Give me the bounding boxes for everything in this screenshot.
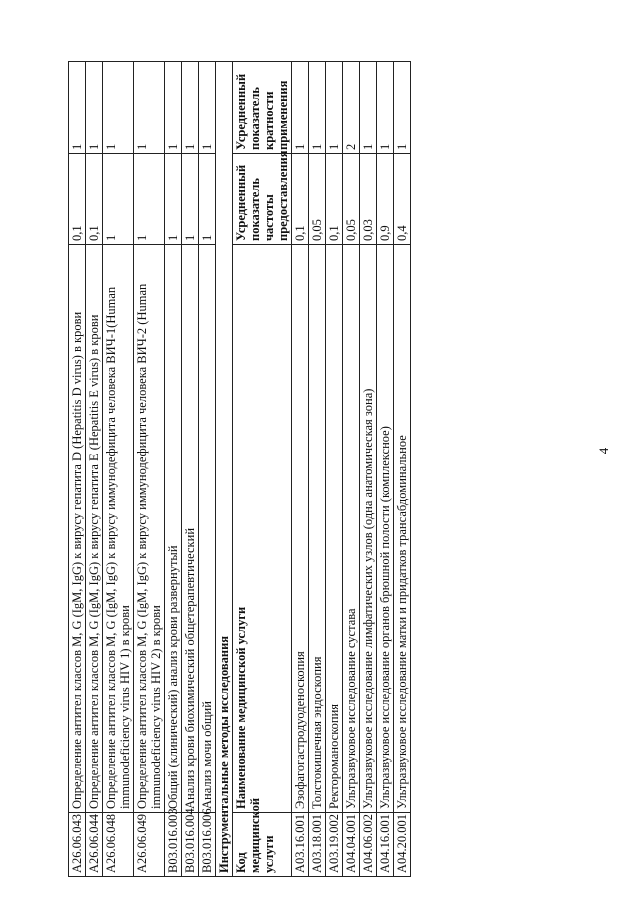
service-code: A04.16.001 xyxy=(377,813,394,877)
frequency-value: 1 xyxy=(199,154,216,245)
table-row xyxy=(86,62,103,877)
frequency-value: 1 xyxy=(165,154,182,245)
frequency-value: 0,1 xyxy=(69,154,86,245)
multiplicity-value: 1 xyxy=(134,62,165,154)
multiplicity-value: 1 xyxy=(86,62,103,154)
header-name: Наименование медицинской услуги xyxy=(233,245,292,813)
service-code: A03.18.001 xyxy=(309,813,326,877)
bottom-rows xyxy=(292,62,411,877)
multiplicity-value: 1 xyxy=(360,62,377,154)
header-row xyxy=(233,62,292,877)
service-name: Анализ крови биохимический общетерапевтический xyxy=(182,245,199,813)
service-code: A26.06.049 xyxy=(134,813,165,877)
service-code: A26.06.044 xyxy=(86,813,103,877)
table-row xyxy=(69,62,86,877)
table-row xyxy=(134,62,165,877)
table-row xyxy=(182,62,199,877)
multiplicity-value: 2 xyxy=(343,62,360,154)
header-code: Код медицинской услуги xyxy=(233,813,292,877)
service-name: Ультразвуковое исследование органов брюшной полости (комплексное) xyxy=(377,245,394,813)
service-code: A03.19.002 xyxy=(326,813,343,877)
service-code: B03.016.006 xyxy=(199,813,216,877)
frequency-value: 0,05 xyxy=(309,154,326,245)
table-row xyxy=(326,62,343,877)
frequency-value: 0,05 xyxy=(343,154,360,245)
service-name: Определение антител классов M, G (IgM, IgG) к вирусу иммунодефицита человека ВИЧ-1(Human immunodeficiency virus HIV 1) в крови xyxy=(103,245,134,813)
section-title: Инструментальные методы исследования xyxy=(216,62,233,877)
table-row xyxy=(309,62,326,877)
service-code: A04.04.001 xyxy=(343,813,360,877)
frequency-value: 0,1 xyxy=(292,154,309,245)
multiplicity-value: 1 xyxy=(292,62,309,154)
service-name: Эзофагогастродуоденоскопия xyxy=(292,245,309,813)
service-code: A04.06.002 xyxy=(360,813,377,877)
top-rows xyxy=(69,62,216,877)
table-row xyxy=(199,62,216,877)
header-multiplicity: Усредненный показатель кратности применения xyxy=(233,62,292,154)
header-frequency: Усредненный показатель частоты предоставления xyxy=(233,154,292,245)
rotated-sheet xyxy=(68,62,409,877)
frequency-value: 0,4 xyxy=(394,154,411,245)
table-row xyxy=(360,62,377,877)
service-name: Ультразвуковое исследование лимфатических узлов (одна анатомическая зона) xyxy=(360,245,377,813)
multiplicity-value: 1 xyxy=(309,62,326,154)
service-code: A04.20.001 xyxy=(394,813,411,877)
section-row xyxy=(216,62,233,877)
services-table xyxy=(68,61,411,877)
frequency-value: 1 xyxy=(103,154,134,245)
service-name: Определение антител классов M, G (IgM, IgG) к вирусу гепатита E (Hepatitis E virus) в крови xyxy=(86,245,103,813)
service-name: Толстокишечная эндоскопия xyxy=(309,245,326,813)
multiplicity-value: 1 xyxy=(103,62,134,154)
service-code: A26.06.048 xyxy=(103,813,134,877)
multiplicity-value: 1 xyxy=(326,62,343,154)
multiplicity-value: 1 xyxy=(165,62,182,154)
service-name: Ультразвуковое исследование сустава xyxy=(343,245,360,813)
multiplicity-value: 1 xyxy=(182,62,199,154)
service-name: Анализ мочи общий xyxy=(199,245,216,813)
frequency-value: 1 xyxy=(182,154,199,245)
service-name: Определение антител классов M, G (IgM, IgG) к вирусу гепатита D (Hepatitis D virus) в крови xyxy=(69,245,86,813)
service-name: Ректороманоскопия xyxy=(326,245,343,813)
frequency-value: 0,1 xyxy=(86,154,103,245)
service-code: A03.16.001 xyxy=(292,813,309,877)
table-row xyxy=(165,62,182,877)
table-row xyxy=(394,62,411,877)
service-code: A26.06.043 xyxy=(69,813,86,877)
table-row xyxy=(292,62,309,877)
multiplicity-value: 1 xyxy=(69,62,86,154)
table-row xyxy=(377,62,394,877)
table-row xyxy=(103,62,134,877)
page-number: 4 xyxy=(596,447,611,455)
service-name: Ультразвуковое исследование матки и придатков трансабдоминальное xyxy=(394,245,411,813)
service-code: B03.016.004 xyxy=(182,813,199,877)
frequency-value: 0,03 xyxy=(360,154,377,245)
table-row xyxy=(343,62,360,877)
multiplicity-value: 1 xyxy=(199,62,216,154)
frequency-value: 1 xyxy=(134,154,165,245)
frequency-value: 0,1 xyxy=(326,154,343,245)
service-name: Общий (клинический) анализ крови развернутый xyxy=(165,245,182,813)
service-name: Определение антител классов M, G (IgM, IgG) к вирусу иммунодефицита человека ВИЧ-2 (Human immunodeficiency virus HIV 2) в крови xyxy=(134,245,165,813)
frequency-value: 0,9 xyxy=(377,154,394,245)
service-code: B03.016.003 xyxy=(165,813,182,877)
multiplicity-value: 1 xyxy=(394,62,411,154)
multiplicity-value: 1 xyxy=(377,62,394,154)
